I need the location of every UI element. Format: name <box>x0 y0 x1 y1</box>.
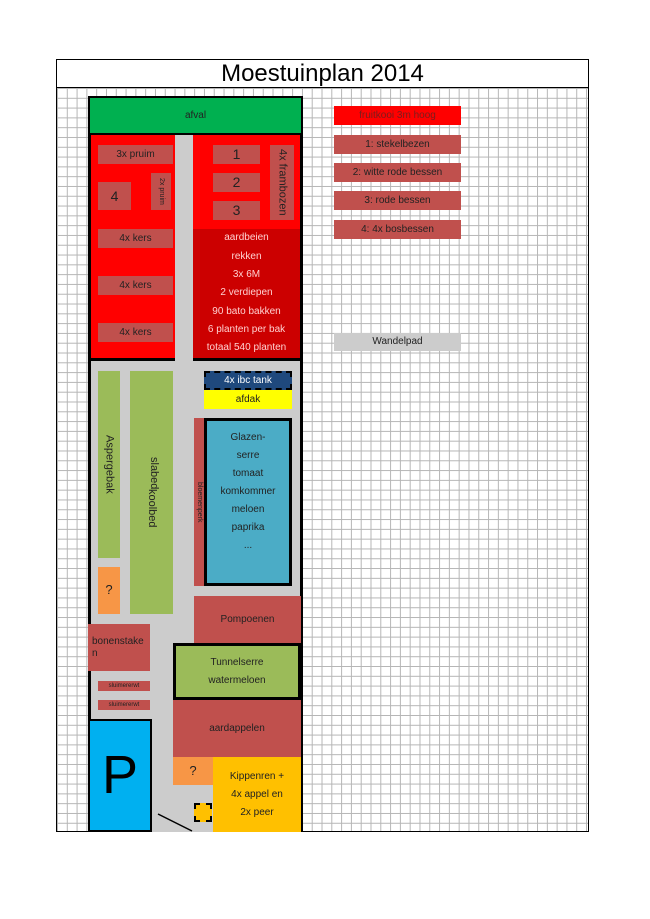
kas-line: tomaat <box>232 468 264 479</box>
kippen-line: 2x peer <box>240 806 274 818</box>
tunnelserre <box>173 643 301 700</box>
kas-line: serre <box>236 450 260 461</box>
kers-1: 4x kers <box>98 229 173 248</box>
kas-line: meloen <box>231 504 265 515</box>
gate-line <box>150 812 195 832</box>
legend-fruitkooi: fruitkooi 3m hoog <box>334 106 461 125</box>
pruim-3x: 3x pruim <box>98 145 173 164</box>
pompoenen: Pompoenen <box>194 596 301 643</box>
slabed-label: slabed <box>147 457 160 490</box>
aardbeien-line: 90 bato bakken <box>212 305 281 317</box>
legend-2: 2: witte rode bessen <box>334 163 461 182</box>
aardbeien-line: aardbeien <box>224 232 269 244</box>
kas-line: paprika <box>231 522 265 533</box>
pruim-2x: 2x pruim <box>151 173 171 210</box>
kas-line: ... <box>243 540 253 551</box>
aspergebak: Aspergebak <box>98 371 120 558</box>
legend-4: 4: 4x bosbessen <box>334 220 461 239</box>
bes-1: 1 <box>213 145 260 164</box>
kippen-line: 4x appel en <box>231 788 283 800</box>
afdak: afdak <box>204 390 292 409</box>
legend-1: 1: stekelbezen <box>334 135 461 154</box>
small-water-tank <box>194 803 212 822</box>
slabed-koolbed <box>130 371 173 614</box>
ibc-tank: 4x ibc tank <box>204 371 292 390</box>
aardbeien-line: 3x 6M <box>232 268 261 280</box>
kas-line: komkommer <box>220 486 276 497</box>
glazen-serre <box>204 418 292 586</box>
parking: P <box>88 719 152 832</box>
aardbeien-line: 6 planten per bak <box>207 324 286 336</box>
kers-2: 4x kers <box>98 276 173 295</box>
unknown-bed-2: ? <box>173 757 213 785</box>
unknown-bed-1: ? <box>98 567 120 614</box>
gate-diagonal <box>158 814 192 831</box>
afval-area: afval <box>88 96 303 135</box>
bloemenperk: bloemenperk <box>194 418 204 586</box>
kippen-line: Kippenren + <box>229 770 285 782</box>
legend-wandelpad: Wandelpad <box>334 333 461 351</box>
tunnel-line: watermeloen <box>208 674 266 686</box>
kas-line: Glazen- <box>230 432 266 443</box>
aardappelen: aardappelen <box>173 700 301 757</box>
aardbeien-line: totaal 540 planten <box>206 342 287 354</box>
pruim-4-box: 4 <box>98 182 131 210</box>
koolbed-label: koolbed <box>145 489 158 528</box>
tunnel-line: Tunnelserre <box>210 656 264 668</box>
sluimererwt-2: sluimererwt <box>98 700 150 710</box>
sluimererwt-1: sluimererwt <box>98 681 150 691</box>
frambozen: 4x frambozen <box>270 145 294 220</box>
legend-3: 3: rode bessen <box>334 191 461 210</box>
page-title: Moestuinplan 2014 <box>221 60 424 87</box>
kippenren <box>213 757 301 832</box>
kers-3: 4x kers <box>98 323 173 342</box>
bonenstaken: bonenstake n <box>88 624 150 671</box>
bes-2: 2 <box>213 173 260 192</box>
path-fruit <box>175 135 193 361</box>
bes-3: 3 <box>213 201 260 220</box>
aardbeien-line: 2 verdiepen <box>220 287 273 299</box>
aardbeien-line: rekken <box>231 250 262 262</box>
aardbeien-rekken <box>193 229 300 358</box>
